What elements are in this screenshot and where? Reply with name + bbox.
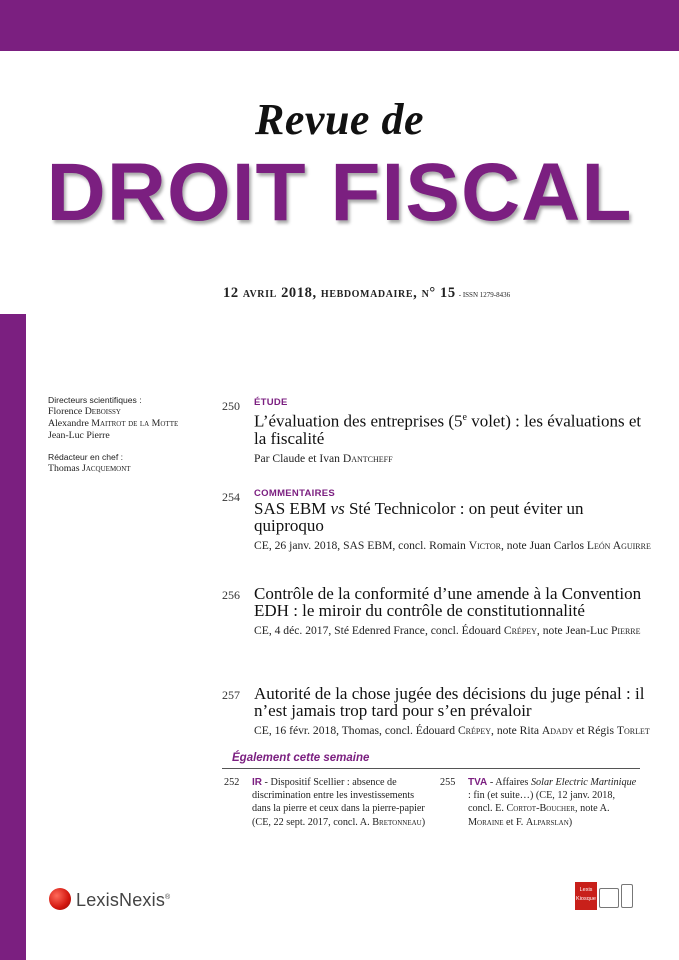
article-meta: CE, 26 janv. 2018, SAS EBM, concl. Romain Victor, note Juan Carlos León Aguirre <box>254 539 651 552</box>
rubric-label: ÉTUDE <box>254 397 288 408</box>
rubric-label: COMMENTAIRES <box>254 488 336 499</box>
article-number: 250 <box>222 399 240 413</box>
journal-title-line1: Revue de <box>255 95 424 144</box>
logo-text: LexisNexis <box>76 890 166 910</box>
article-author: Par Claude et Ivan Dantcheff <box>254 451 393 465</box>
director: Alexandre Maitrot de la Motte <box>48 418 179 429</box>
tablet-icon <box>599 888 619 908</box>
article-title: L’évaluation des entreprises (5e volet) : les évaluations et la fiscalité <box>254 411 642 448</box>
issue-info <box>223 285 510 302</box>
brief-text: TVA - Affaires Solar Electric Martinique : fin (et suite…) (CE, 12 janv. 2018, concl. E. Cortot-Boucher, note A. Moraine et F. Alparslan) <box>468 777 637 828</box>
article-meta: CE, 4 déc. 2017, Sté Edenred France, concl. Édouard Crépey, note Jean-Luc Pierre <box>254 624 641 637</box>
article-number: 256 <box>222 588 240 602</box>
article-title: Autorité de la chose jugée des décisions du juge pénal : il n’est jamais trop tard pour s’en prévaloir <box>254 684 645 720</box>
top-color-band <box>0 0 679 51</box>
article-meta: CE, 16 févr. 2018, Thomas, concl. Édouard Crépey, note Rita Adady et Régis Torlet <box>254 724 650 737</box>
lexisnexis-circle-icon <box>49 888 71 910</box>
lexisnexis-logo: LexisNexis® <box>49 888 209 912</box>
divider <box>222 768 640 769</box>
brief-number: 252 <box>224 777 240 788</box>
phone-icon <box>621 884 633 908</box>
brief-252[interactable] <box>224 776 430 829</box>
lexis-kiosque-badge[interactable] <box>575 882 639 912</box>
article-number: 257 <box>222 688 240 702</box>
director: Jean-Luc Pierre <box>48 430 110 441</box>
article-title: Contrôle de la conformité d’une amende à la Convention EDH : le miroir du contrôle de constitutionnalité <box>254 584 642 620</box>
editorial-staff <box>48 394 178 475</box>
directors-label: Directeurs scientifiques : <box>48 395 142 405</box>
issue-date-number: 12 avril 2018, hebdomadaire, n° 15 <box>223 285 456 301</box>
brief-text: IR - Dispositif Scellier : absence de discrimination entre les investissements dans la pierre et ceux dans la pierre-papier (CE, 22 sept. 2017, concl. A. Bretonneau) <box>252 777 426 828</box>
director: Florence Deboissy <box>48 406 121 417</box>
brief-number: 255 <box>440 777 456 788</box>
article-number: 254 <box>222 490 240 504</box>
brief-255[interactable] <box>440 776 640 829</box>
left-color-band <box>0 314 26 960</box>
article-title: SAS EBM vs Sté Technicolor : on peut éviter un quiproquo <box>254 499 584 535</box>
editor-label: Rédacteur en chef : <box>48 452 124 462</box>
kiosque-red-icon: Lexis Kiosque <box>575 882 597 910</box>
editor-in-chief: Thomas Jacquemont <box>48 463 131 474</box>
issn: - ISSN 1279-8436 <box>458 291 511 299</box>
also-this-week-heading: Également cette semaine <box>232 752 370 764</box>
journal-title-line2: DROIT FISCAL <box>46 147 633 238</box>
